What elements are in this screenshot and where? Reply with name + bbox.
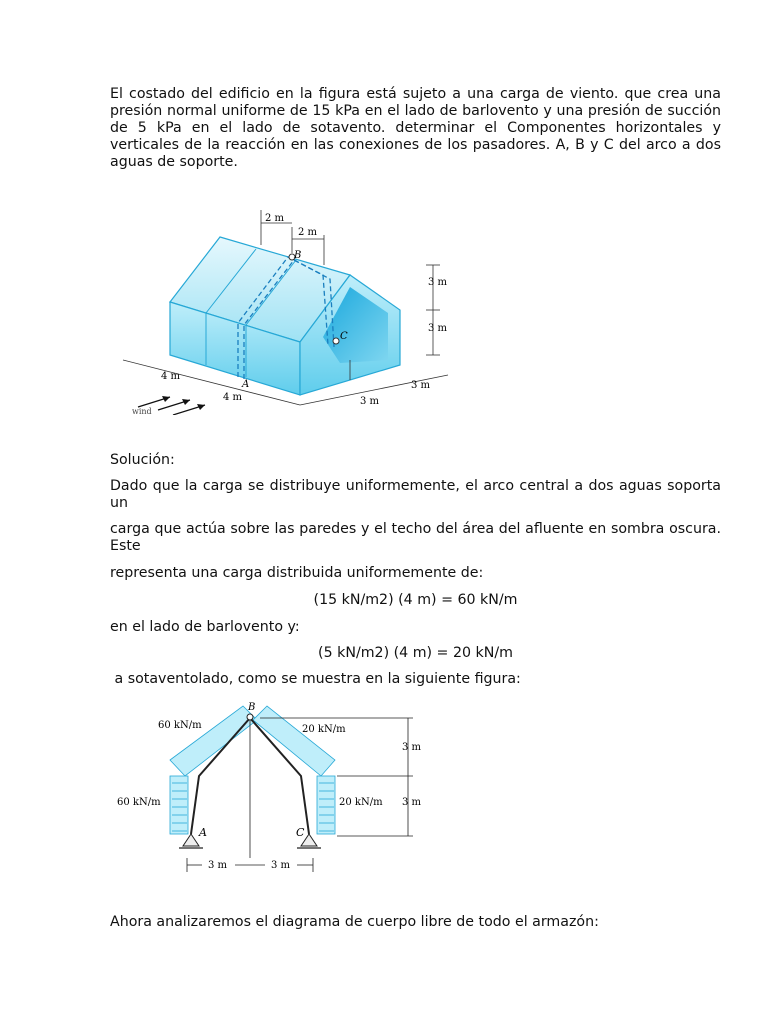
para3: representa una carga distribuida uniformemente de: [110, 565, 484, 581]
intro-paragraph: El costado del edificio en la figura está sujeto a una carga de viento. que crea una presión normal uniforme de 15 kPa en el lado de barlovento y una presión de succión de 5 kPa en el lado de sotavento. determinar el Componentes horizontales y verticales de la reacción en las conexiones de los pasadores. A, B y C del arco a dos aguas de soporte. [110, 86, 721, 170]
solucion-title: Solución: [110, 452, 175, 468]
dim-h1: 3 m [402, 742, 422, 753]
para5: a sotaventolado, como se muestra en la siguiente figura: [110, 671, 521, 687]
load-roof-right: 20 kN/m [302, 724, 346, 735]
label-b: B [294, 250, 302, 261]
load-wall-left: 60 kN/m [117, 797, 161, 808]
dim-right-h2: 3 m [428, 323, 448, 334]
dim-w2: 3 m [271, 860, 291, 871]
para2: carga que actúa sobre las paredes y el techo del área del afluente en sombra oscura. Este [110, 521, 721, 554]
wind-label: wind [132, 407, 152, 415]
equation-1: (15 kN/m2) (4 m) = 60 kN/m [313, 592, 518, 608]
dim-top-2: 2 m [298, 227, 318, 238]
dim-left-4m-1: 4 m [161, 371, 181, 382]
dim-h2: 3 m [402, 797, 422, 808]
para6: Ahora analizaremos el diagrama de cuerpo libre de todo el armazón: [110, 914, 599, 930]
frame-load-figure [115, 698, 425, 873]
para4: en el lado de barlovento y: [110, 619, 300, 635]
label-a2: A [199, 826, 207, 839]
label-a: A [242, 379, 250, 390]
dim-left-4m-2: 4 m [223, 392, 243, 403]
dim-top-1: 2 m [265, 213, 285, 224]
label-c2: C [296, 826, 305, 839]
load-wall-right: 20 kN/m [339, 797, 383, 808]
label-c: C [340, 331, 348, 342]
dim-w1: 3 m [208, 860, 228, 871]
equation-2: (5 kN/m2) (4 m) = 20 kN/m [318, 645, 513, 661]
dim-bottom-3m-2: 3 m [360, 396, 380, 407]
building-figure [118, 205, 468, 415]
dim-bottom-3m-1: 3 m [411, 380, 431, 391]
dim-right-h1: 3 m [428, 277, 448, 288]
label-b2: B [248, 702, 256, 713]
load-roof-left: 60 kN/m [158, 720, 202, 731]
para1: Dado que la carga se distribuye uniformemente, el arco central a dos aguas soporta un [110, 478, 721, 511]
